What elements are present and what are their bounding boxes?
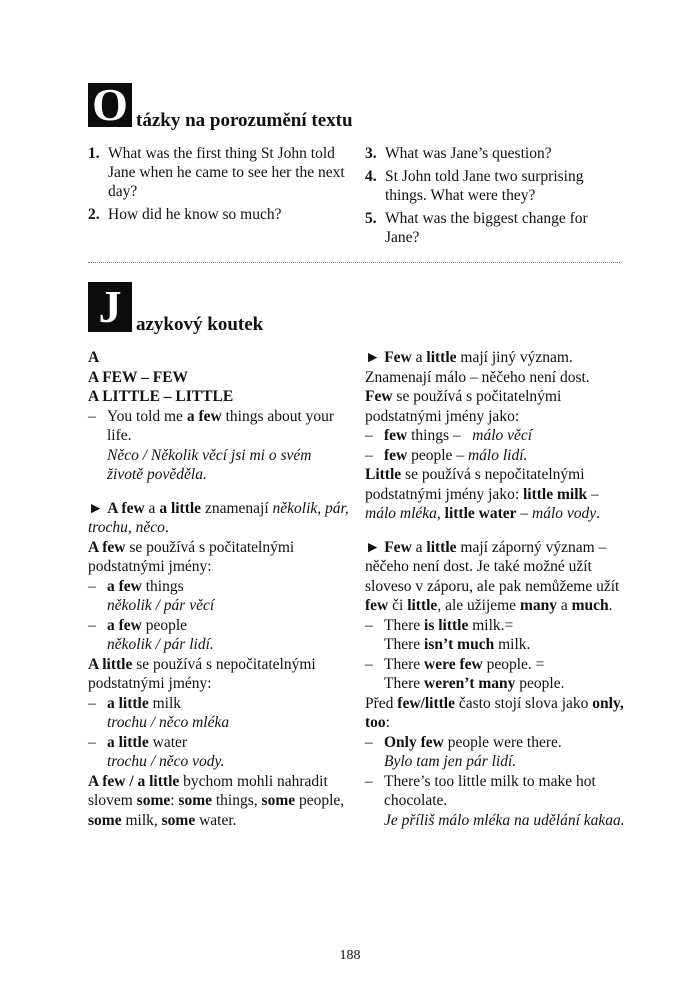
example-a-little-milk: – a little milk trochu / něco mléka — [88, 694, 350, 733]
example-a-few-people: – a few people několik / pár lidí. — [88, 616, 350, 655]
question-4: 4. St John told Jane two surprising things. What were they? — [365, 168, 584, 204]
rule-a-few-a-little: ► A few a a little znamenají několik, pár, trochu, něco. — [88, 499, 349, 536]
heading-few: A FEW – FEW — [88, 368, 189, 386]
example-a-few-things: – a few things několik / pár věcí — [88, 577, 350, 616]
rule-little-uncountable: Little se používá s nepočitatelnými podstatnými jmény jako: little milk – málo mléka, little water – málo vody. — [365, 466, 601, 522]
rule-only-too: Před few/little často stojí slova jako only, too: — [365, 694, 624, 731]
question-2: 2. How did he know so much? — [88, 206, 282, 223]
section-title-questions: tázky na porozumění textu — [136, 110, 353, 131]
example-few-people: – few people – málo lidí. — [365, 446, 627, 466]
question-3: 3. What was Jane’s question? — [365, 145, 552, 162]
rule-a-little-uncountable: A little se používá s nepočitatelnými podstatnými jmény: — [88, 655, 316, 692]
question-1: 1. What was the first thing St John told Jane when he came to see her the next day? — [88, 145, 345, 200]
example-few-things: – You told me a few things about your life. Něco / Několik věcí jsi mi o svém životě pověděla. — [88, 407, 350, 485]
rule-a-few-countable: A few se používá s počitatelnými podstatnými jmény: — [88, 538, 295, 575]
dotted-divider — [88, 262, 620, 263]
rule-few-countable: Few se používá s počitatelnými podstatnými jmény jako: — [365, 388, 562, 425]
example-little-milk: – There is little milk.= There isn’t much milk. — [365, 616, 627, 655]
rule-replace-some: A few / a little bychom mohli nahradit slovem some: some things, some people, some milk, some water. — [88, 772, 345, 829]
question-5: 5. What was the biggest change for Jane? — [365, 210, 588, 246]
example-few-people-neg: – There were few people. = There weren’t many people. — [365, 655, 627, 694]
page-number: 188 — [339, 948, 361, 963]
grammar-left-column — [88, 348, 350, 830]
questions-left — [88, 144, 350, 228]
example-few-things: – few things – málo věcí — [365, 426, 627, 446]
grammar-right-column — [365, 348, 627, 830]
section-title-grammar: azykový koutek — [136, 314, 264, 335]
questions-right — [365, 144, 620, 251]
example-too-little: – There’s too little milk to make hot chocolate. Je příliš málo mléka na udělání kakaa. — [365, 772, 627, 831]
drop-cap-j: J — [88, 282, 132, 332]
heading-little: A LITTLE – LITTLE — [88, 388, 234, 405]
example-only-few: – Only few people were there. Bylo tam jen pár lidí. — [365, 733, 627, 772]
drop-cap-o: O — [88, 83, 132, 127]
rule-few-little-meaning: ► Few a little mají jiný význam. Znamenají málo – něčeho není dost. — [365, 349, 590, 386]
example-a-little-water: – a little water trochu / něco vody. — [88, 733, 350, 772]
label-a: A — [88, 349, 100, 366]
rule-negative-meaning: ► Few a little mají záporný význam – něčeho není dost. Je také možné užít sloveso v záporu, ale pak nemůžeme užít few či little, ale užijeme many a much. — [365, 538, 620, 614]
